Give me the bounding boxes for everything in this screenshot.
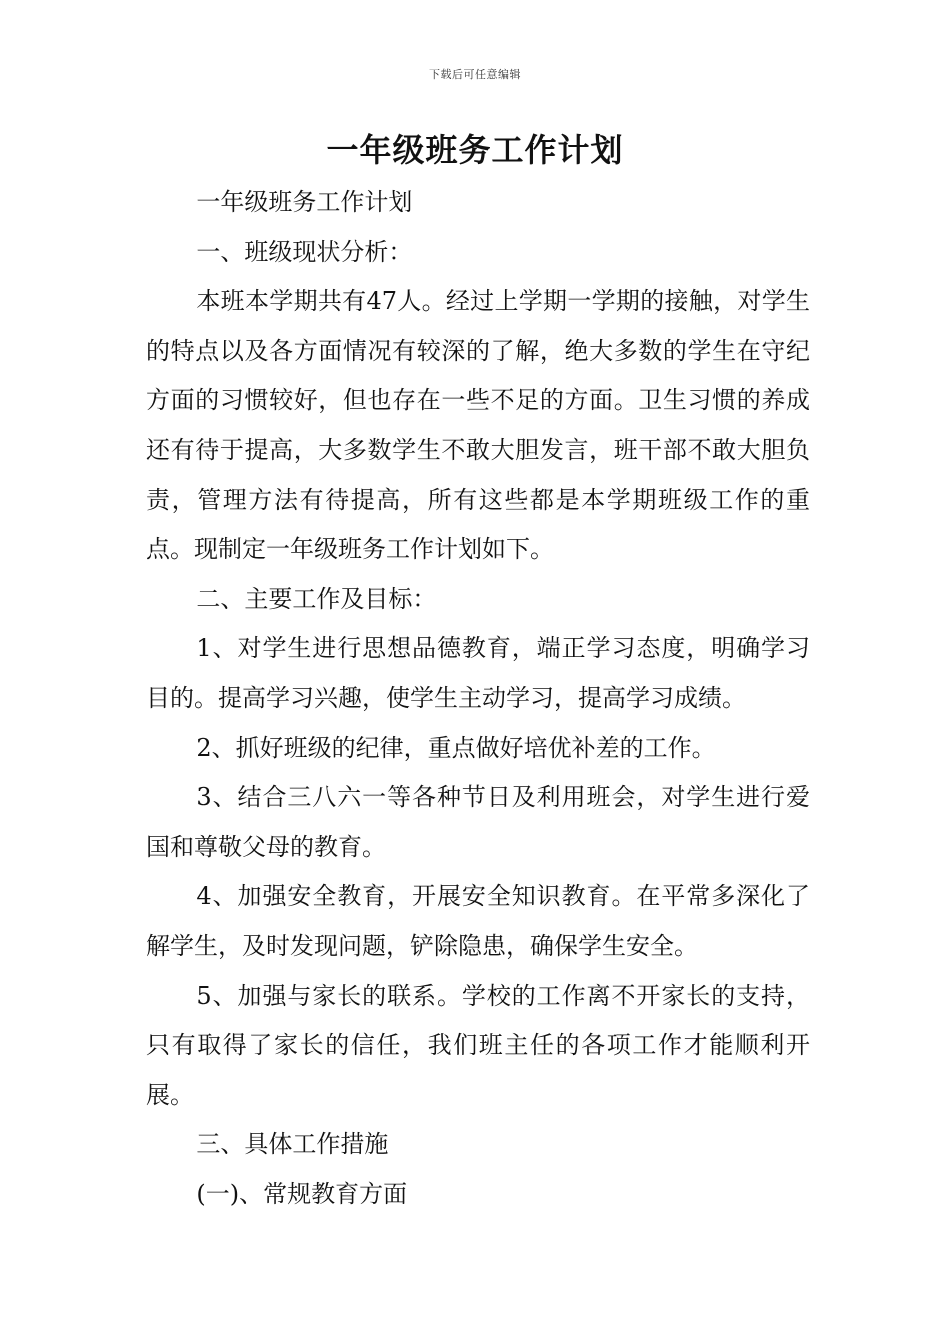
goal-item-1: 1、对学生进行思想品德教育，端正学习态度，明确学习目的。提高学习兴趣，使学生主动学习，提高学习成绩。 bbox=[146, 634, 810, 712]
header-note: 下载后可任意编辑 bbox=[429, 68, 521, 81]
goal-item-2: 2、抓好班级的纪律，重点做好培优补差的工作。 bbox=[196, 733, 716, 762]
section-heading-goals: 二、主要工作及目标： bbox=[196, 584, 437, 613]
goal-item-5: 5、加强与家长的联系。学校的工作离不开家长的支持，只有取得了家长的信任，我们班主任的各项工作才能顺利开展。 bbox=[146, 981, 810, 1109]
paragraph-subtitle: 一年级班务工作计划 bbox=[196, 188, 413, 216]
goal-item-3: 3、结合三八六一等各种节日及利用班会，对学生进行爱国和尊敬父母的教育。 bbox=[146, 783, 810, 861]
paragraph-analysis: 本班本学期共有47人。经过上学期一学期的接触，对学生的特点以及各方面情况有较深的了解，绝大多数的学生在守纪方面的习惯较好，但也存在一些不足的方面。卫生习惯的养成还有待于提高，大多数学生不敢大胆发言，班干部不敢大胆负责，管理方法有待提高，所有这些都是本学期班级工作的重点。现制定一年级班务工作计划如下。 bbox=[146, 287, 810, 564]
document-body bbox=[146, 178, 810, 1219]
document-title: 一年级班务工作计划 bbox=[326, 131, 624, 169]
section-heading-measures: 三、具体工作措施 bbox=[196, 1130, 389, 1159]
subsection-heading-routine: (一)、常规教育方面 bbox=[196, 1179, 408, 1208]
goal-item-4: 4、加强安全教育，开展安全知识教育。在平常多深化了解学生，及时发现问题，铲除隐患，确保学生安全。 bbox=[146, 882, 810, 960]
section-heading-analysis: 一、班级现状分析： bbox=[196, 237, 413, 266]
